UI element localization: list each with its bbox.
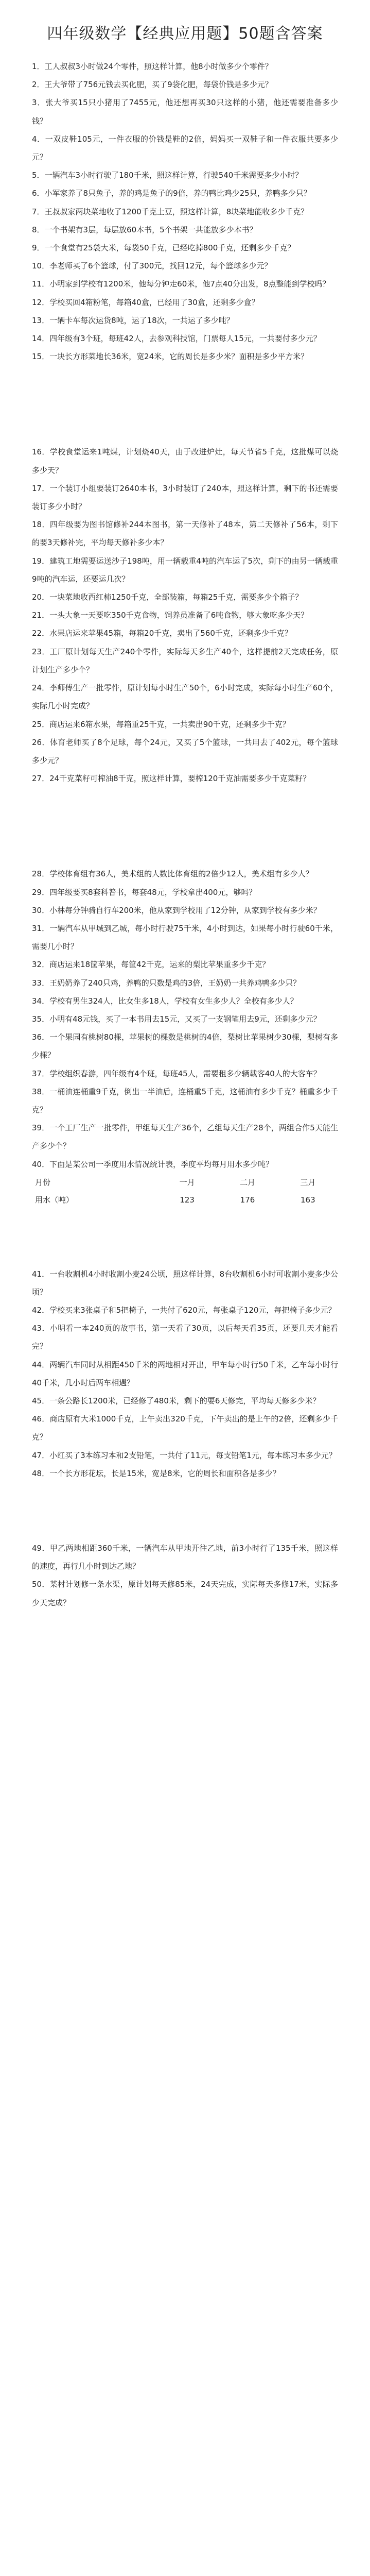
- table-cell: 163: [301, 1195, 315, 1205]
- question: 43．小明看一本240页的故事书，第一天看了30页，以后每天看35页，还要几天才能看完？: [32, 1324, 338, 1351]
- question: 24．李师傅生产一批零件，原计划每小时生产50个，6小时完成，实际每小时生产60个，实际几小时完成？: [32, 683, 338, 711]
- question-section-1: [32, 58, 338, 366]
- question: 14．四年级有3个班，每班42人，去参观科技馆，门票每人15元，一共要付多少元？: [32, 334, 321, 344]
- question: 34．学校有男生324人，比女生多18人，学校有女生多少人？全校有多少人？: [32, 996, 298, 1006]
- question: 33．王奶奶养了240只鸡，养鸭的只数是鸡的3倍，王奶奶一共养鸡鸭多少只？: [32, 978, 301, 988]
- table-row: [32, 1174, 338, 1191]
- question: 19．建筑工地需要运送沙子198吨，用一辆载重4吨的汽车运了5次，剩下的由另一辆载重9吨的汽车运，还要运几次？: [32, 556, 338, 584]
- table-cell: 176: [240, 1195, 255, 1205]
- table-row: [32, 1191, 338, 1209]
- question: 16．学校食堂运来1吨煤，计划烧40天，由于改进炉灶，每天节省5千克，这批煤可以烧多少天？: [32, 447, 338, 475]
- question: 44．两辆汽车同时从相距450千米的两地相对开出，甲车每小时行50千米，乙车每小时行40千米，几小时后两车相遇？: [32, 1360, 338, 1387]
- table-cell: 123: [180, 1195, 195, 1205]
- table-header-cell: 二月: [239, 1177, 255, 1187]
- question: 11．小明家到学校有1200米，他每分钟走60米，他7点40分出发，8点整能到学校吗？: [32, 279, 330, 289]
- question: 7．王叔叔家两块菜地收了1200千克土豆，照这样计算，8块菜地能收多少千克？: [32, 207, 309, 216]
- question: 26．体育老师买了8个足球，每个24元，又买了5个篮球，一共用去了402元，每个篮球多少元？: [32, 737, 338, 765]
- question: 2．王大爷带了756元钱去买化肥，买了9袋化肥，每袋价钱是多少元？: [32, 80, 273, 90]
- question-section-5: [32, 1539, 338, 1612]
- question: 37．学校组织春游，四年级有4个班，每班45人，需要租多少辆载客40人的大客车？: [32, 1069, 321, 1078]
- question: 22．水果店运来苹果45箱，每箱20千克，卖出了560千克，还剩多少千克？: [32, 629, 292, 638]
- table-cell: 用水（吨）: [35, 1195, 74, 1205]
- question: 1．工人叔叔3小时做24个零件，照这样计算，他8小时做多少个零件？: [32, 62, 273, 71]
- question: 25．商店运来6箱水果，每箱重25千克，一共卖出90千克，还剩多少千克？: [32, 719, 290, 729]
- table-header-cell: 月份: [35, 1177, 51, 1187]
- question: 9．一个食堂有25袋大米，每袋50千克，已经吃掉800千克，还剩多少千克？: [32, 243, 295, 253]
- question: 6．小军家养了8只兔子，养的鸡是兔子的9倍，养的鸭比鸡少25只，养鸭多少只？: [32, 189, 311, 198]
- table-header-cell: 三月: [300, 1177, 316, 1187]
- question-section-2: [32, 443, 338, 788]
- question: 20．一块菜地收西红柿1250千克，全部装箱，每箱25千克，需要多少个箱子？: [32, 592, 303, 602]
- table-header-cell: 一月: [179, 1177, 195, 1187]
- question: 29．四年级要买8套科普书，每套48元，学校拿出400元，够吗？: [32, 887, 257, 897]
- question: 39．一个工厂生产一批零件，甲组每天生产36个，乙组每天生产28个，两组合作5天能生产多少个？: [32, 1123, 338, 1151]
- question: 46．商店原有大米1000千克，上午卖出320千克，下午卖出的是上午的2倍，还剩多少千克？: [32, 1414, 338, 1442]
- question: 27．24千克菜籽可榨油8千克，照这样计算，要榨120千克油需要多少千克菜籽？: [32, 774, 311, 784]
- usage-table-caption: 40．下面是某公司一季度用水情况统计表，季度平均每月用水多少吨？: [32, 1159, 274, 1169]
- question: 32．商店运来18筐苹果，每筐42千克，运来的梨比苹果重多少千克？: [32, 960, 270, 970]
- question: 15．一块长方形菜地长36米，宽24米，它的周长是多少米？面积是多少平方米？: [32, 352, 309, 362]
- question: 4．一双皮鞋105元，一件衣服的价钱是鞋的2倍，妈妈买一双鞋子和一件衣服共要多少元？: [32, 134, 338, 162]
- question: 47．小红买了3本练习本和2支铅笔，一共付了11元，每支铅笔1元，每本练习本多少元？: [32, 1450, 337, 1460]
- question: 35．小明有48元钱，买了一本书用去15元，又买了一支钢笔用去9元，还剩多少元？: [32, 1014, 321, 1024]
- question: 5．一辆汽车3小时行驶了180千米，照这样计算，行驶540千米需要多少小时？: [32, 171, 303, 180]
- question-section-3: [32, 865, 338, 1208]
- question: 3．张大爷买15只小猪用了7455元，他还想再买30只这样的小猪，他还需要准备多少钱？: [32, 98, 338, 126]
- question: 17．一个装订小组要装订2640本书，3小时装订了240本，照这样计算，剩下的书还需要装订多少小时？: [32, 483, 338, 512]
- question: 28．学校体育组有36人，美术组的人数比体育组的2倍少12人，美术组有多少人？: [32, 869, 313, 879]
- question: 36．一个果园有桃树80棵，苹果树的棵数是桃树的4倍，梨树比苹果树少30棵，梨树有多少棵？: [32, 1032, 338, 1060]
- question: 41．一台收割机4小时收割小麦24公顷，照这样计算，8台收割机6小时可收割小麦多少公顷？: [32, 1269, 338, 1297]
- question: 42．学校买来3张桌子和5把椅子，一共付了620元，每张桌子120元，每把椅子多少元？: [32, 1305, 336, 1315]
- question: 18．四年级要为图书馆修补244本图书，第一天修补了48本，第二天修补了56本，剩下的要3天修补完，平均每天修补多少本？: [32, 520, 338, 548]
- question: 10．李老师买了6个篮球，付了300元，找回12元，每个篮球多少元？: [32, 261, 272, 271]
- question: 23．工厂原计划每天生产240个零件，实际每天多生产40个，这样提前2天完成任务，原计划生产多少个？: [32, 647, 338, 674]
- question: 8．一个书架有3层，每层放60本书，5个书架一共能放多少本书？: [32, 225, 257, 234]
- page-title: 四年级数学【经典应用题】50题含答案: [47, 25, 323, 43]
- question: 49．甲乙两地相距360千米，一辆汽车从甲地开往乙地，前3小时行了135千米，照这样的速度，再行几小时到达乙地？: [32, 1544, 338, 1571]
- question: 21．一头大象一天要吃350千克食物，饲养员准备了6吨食物，够大象吃多少天？: [32, 611, 309, 620]
- question: 12．学校买回4箱粉笔，每箱40盒，已经用了30盒，还剩多少盒？: [32, 297, 259, 307]
- question: 45．一条公路长1200米，已经修了480米，剩下的要6天修完，平均每天修多少米？: [32, 1396, 321, 1405]
- question: 13．一辆卡车每次运货8吨，运了18次，一共运了多少吨？: [32, 315, 234, 325]
- question: 30．小林每分钟骑自行车200米，他从家到学校用了12分钟，从家到学校有多少米？: [32, 905, 321, 915]
- question: 31．一辆汽车从甲城到乙城，每小时行驶75千米，4小时到达，如果每小时行驶60千米，需要几小时？: [32, 923, 338, 952]
- water-usage-table: [32, 1174, 338, 1209]
- question: 38．一桶油连桶重9千克，倒出一半油后，连桶重5千克，这桶油有多少千克？桶重多少千克？: [32, 1087, 338, 1114]
- question: 48．一个长方形花坛，长是15米，宽是8米，它的周长和面积各是多少？: [32, 1468, 280, 1478]
- question: 50．某村计划修一条水渠，原计划每天修85米，24天完成，实际每天多修17米，实际多少天完成？: [32, 1580, 338, 1607]
- question-section-4: [32, 1265, 338, 1483]
